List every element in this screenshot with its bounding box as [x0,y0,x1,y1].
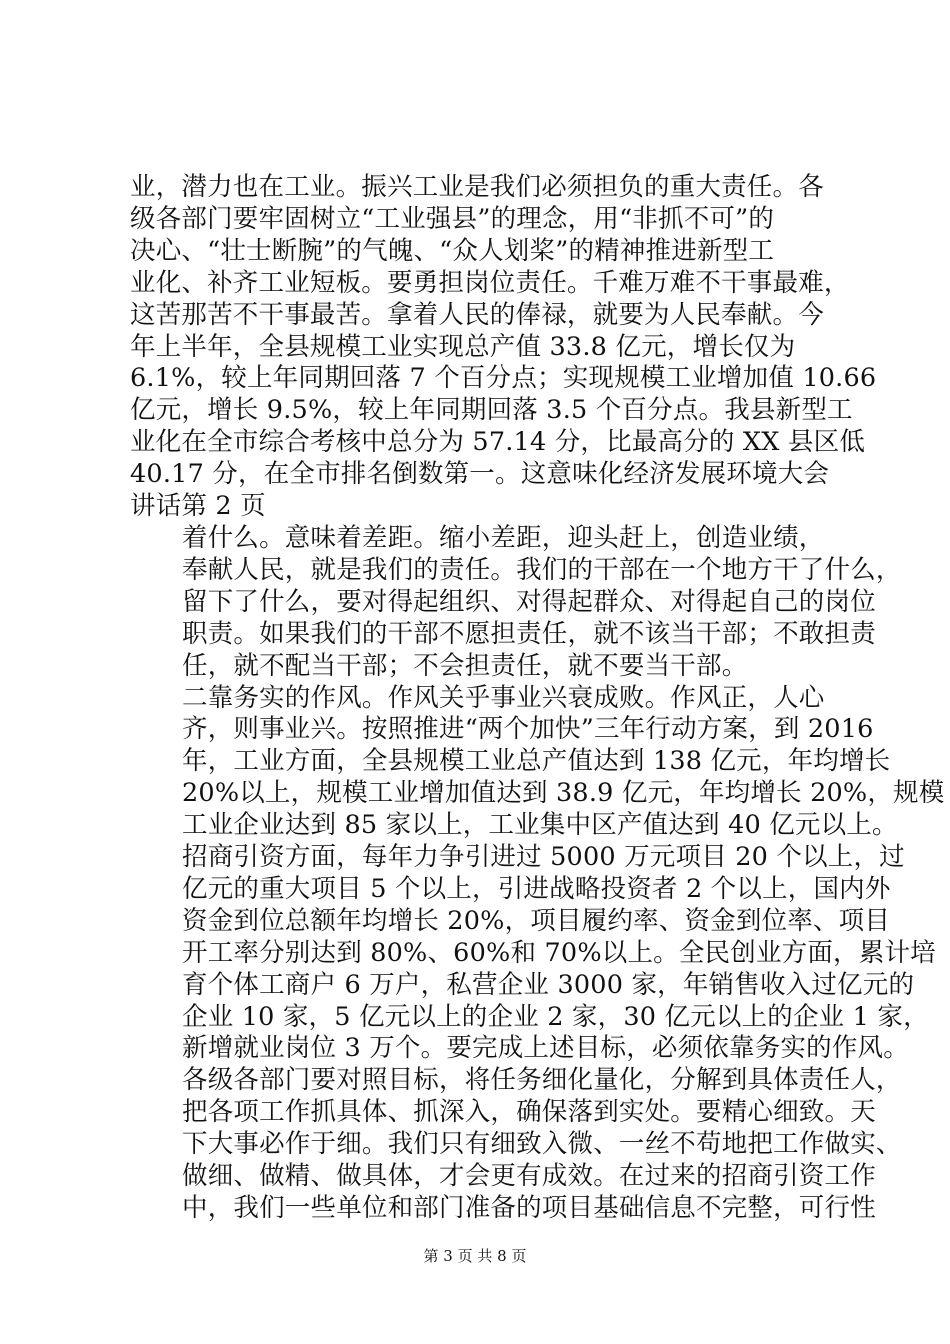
text-line: 业化、补齐工业短板。要勇担岗位责任。千难万难不干事最难， [130,267,850,298]
text-line: 亿元，增长 9.5%，较上年同期回落 3.5 个百分点。我县新型工 [130,395,853,426]
paragraph [130,522,902,683]
text-line: 业，潜力也在工业。振兴工业是我们必须担负的重大责任。各 [130,172,824,202]
text-line: 20%以上，规模工业增加值达到 38.9 亿元，年均增长 20%，规模 [182,778,945,809]
document-body [130,172,945,1225]
text-line: 奉献人民，就是我们的责任。我们的干部在一个地方干了什么， [182,554,902,585]
text-line: 级各部门要牢固树立“工业强县”的理念，用“非抓不可”的 [130,203,775,234]
paragraph [130,172,877,523]
text-line: 中，我们一些单位和部门准备的项目基础信息不完整，可行性 [182,1193,876,1223]
text-line: 着什么。意味着差距。缩小差距，迎头赶上，创造业绩， [182,522,825,553]
text-line: 业化在全市综合考核中总分为 57.14 分，比最高分的 XX 县区低 [130,427,866,458]
text-line: 齐，则事业兴。按照推进“两个加快”三年行动方案，到 2016 [182,714,874,745]
text-line: 40.17 分，在全市排名倒数第一。这意味化经济发展环境大会 [130,459,830,490]
text-line: 下大事必作于细。我们只有细致入微、一丝不苟地把工作做实、 [182,1129,902,1160]
text-line: 这苦那苦不干事最苦。拿着人民的俸禄，就要为人民奉献。今 [130,299,824,330]
text-line: 二靠务实的作风。作风关乎事业兴衰成败。作风正，人心 [182,682,825,713]
text-line: 任，就不配当干部；不会担责任，就不要当干部。 [182,650,748,681]
paragraph [130,682,945,1225]
text-line: 工业企业达到 85 家以上，工业集中区产值达到 40 亿元以上。 [182,810,898,841]
text-line: 年上半年，全县规模工业实现总产值 33.8 亿元，增长仅为 [130,331,796,362]
text-line: 新增就业岗位 3 万个。要完成上述目标，必须依靠务实的作风。 [182,1033,909,1064]
text-line: 开工率分别达到 80%、60%和 70%以上。全民创业方面，累计培 [182,937,936,968]
text-line: 职责。如果我们的干部不愿担责任，就不该当干部；不敢担责 [182,618,876,649]
text-line: 把各项工作抓具体、抓深入，确保落到实处。要精心细致。天 [182,1097,876,1128]
text-line: 资金到位总额年均增长 20%，项目履约率、资金到位率、项目 [182,905,891,936]
text-line: 决心、“壮士断腕”的气魄、“众人划桨”的精神推进新型工 [130,235,775,266]
text-line: 讲话第 2 页 [130,491,266,522]
text-line: 留下了什么，要对得起组织、对得起群众、对得起自己的岗位 [182,586,876,617]
page-footer: 第 3 页 共 8 页 [423,1247,527,1265]
text-line: 各级各部门要对照目标，将任务细化量化，分解到具体责任人， [182,1065,902,1096]
text-line: 做细、做精、做具体，才会更有成效。在过来的招商引资工作 [182,1161,876,1192]
text-line: 年，工业方面，全县规模工业总产值达到 138 亿元，年均增长 [182,746,891,777]
text-line: 6.1%，较上年同期回落 7 个百分点；实现规模工业增加值 10.66 [130,363,877,394]
text-line: 招商引资方面，每年力争引进过 5000 万元项目 20 个以上，过 [182,842,905,873]
text-line: 育个体工商户 6 万户，私营企业 3000 家，年销售收入过亿元的 [182,969,915,1000]
text-line: 亿元的重大项目 5 个以上，引进战略投资者 2 个以上，国内外 [182,873,891,904]
text-line: 企业 10 家，5 亿元以上的企业 2 家，30 亿元以上的企业 1 家， [182,1001,929,1032]
